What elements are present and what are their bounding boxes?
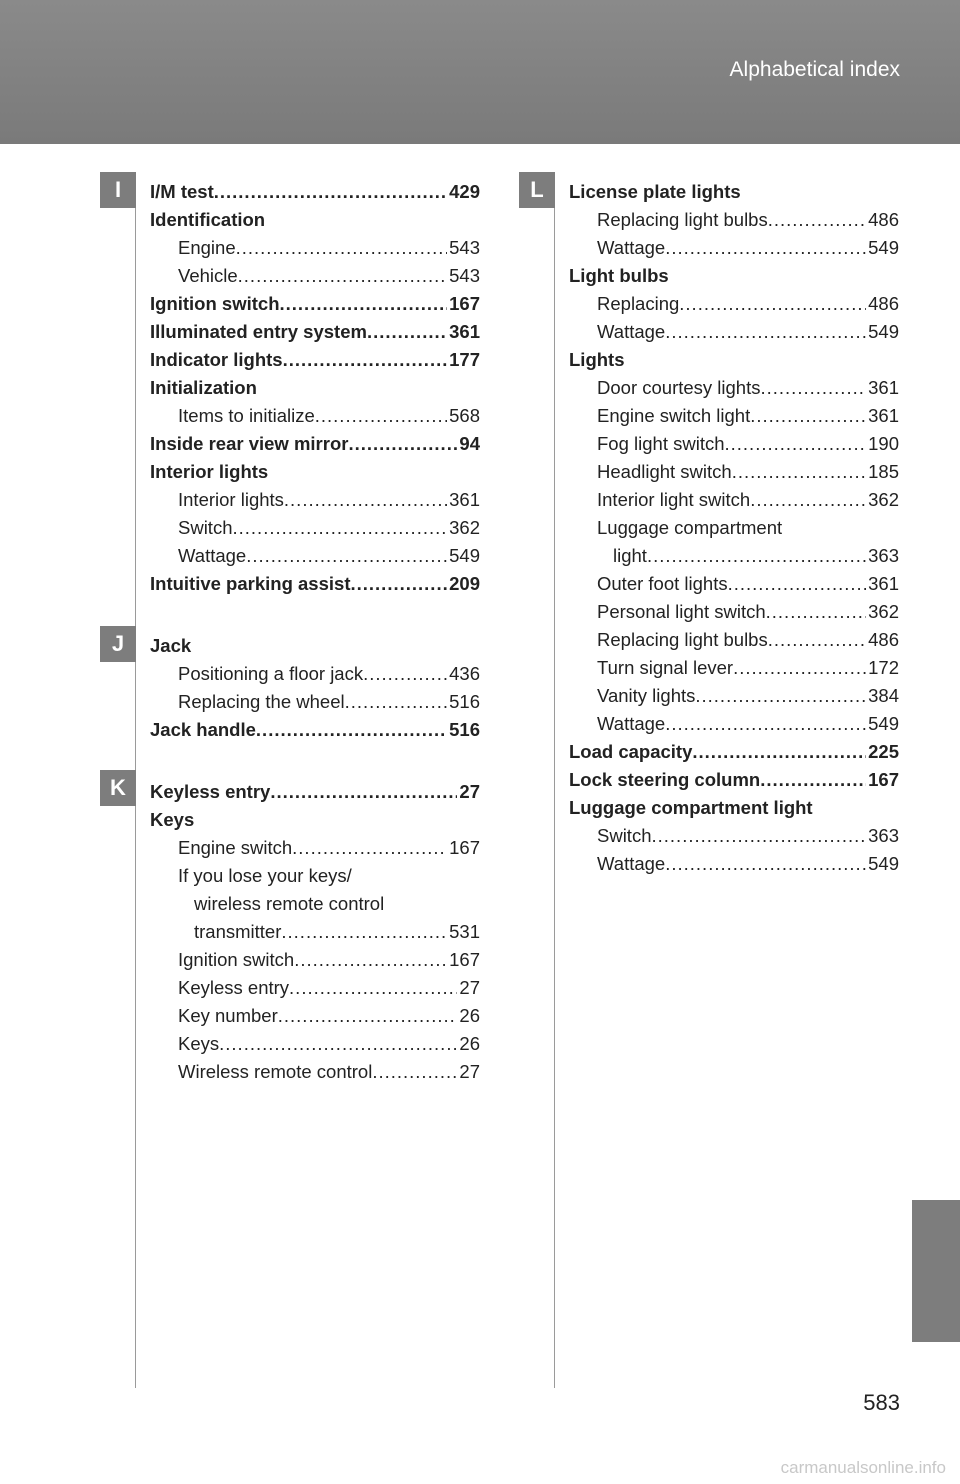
index-entry bbox=[569, 626, 899, 654]
leader-dots bbox=[367, 318, 447, 346]
index-entry bbox=[569, 206, 899, 234]
index-entry bbox=[569, 598, 899, 626]
entry-label: Engine switch light bbox=[597, 405, 751, 426]
leader-dots bbox=[750, 486, 866, 514]
entry-label: Engine switch bbox=[178, 837, 293, 858]
entry-label: Intuitive parking assist bbox=[150, 573, 351, 594]
entry-label: Items to initialize bbox=[178, 405, 315, 426]
entry-page-number: 361 bbox=[868, 377, 899, 398]
index-entry bbox=[569, 318, 899, 346]
leader-dots bbox=[294, 946, 447, 974]
entry-page-number: 27 bbox=[459, 781, 480, 802]
entry-page-number: 543 bbox=[449, 265, 480, 286]
entry-label: Replacing light bulbs bbox=[597, 209, 768, 230]
entry-page-number: 549 bbox=[868, 321, 899, 342]
entry-page-number: 486 bbox=[868, 209, 899, 230]
entry-label: Vanity lights bbox=[597, 685, 696, 706]
index-entry bbox=[569, 430, 899, 458]
index-entry bbox=[569, 514, 899, 542]
entry-page-number: 167 bbox=[449, 949, 480, 970]
entry-page-number: 177 bbox=[449, 349, 480, 370]
entry-label: Keys bbox=[178, 1033, 220, 1054]
entry-label: Load capacity bbox=[569, 741, 693, 762]
index-entry bbox=[150, 206, 480, 234]
leader-dots bbox=[219, 1030, 457, 1058]
entry-label: Positioning a floor jack bbox=[178, 663, 364, 684]
letter-tab-l: L bbox=[519, 172, 555, 208]
page-number: 583 bbox=[863, 1390, 900, 1415]
leader-dots bbox=[725, 430, 867, 458]
entry-page-number: 531 bbox=[449, 921, 480, 942]
index-entry bbox=[150, 918, 480, 946]
entry-page-number: 363 bbox=[868, 545, 899, 566]
entry-label: Light bulbs bbox=[569, 265, 669, 286]
index-entry bbox=[150, 1002, 480, 1030]
entry-label: Interior lights bbox=[178, 489, 284, 510]
index-entry bbox=[150, 806, 480, 834]
entry-page-number: 361 bbox=[868, 405, 899, 426]
index-entry bbox=[150, 570, 480, 598]
entry-label: Replacing the wheel bbox=[178, 691, 345, 712]
entry-label: Luggage compartment light bbox=[569, 797, 813, 818]
index-column-left bbox=[150, 178, 480, 1086]
index-entry bbox=[569, 766, 899, 794]
index-entry bbox=[150, 234, 480, 262]
entry-label: Ignition switch bbox=[150, 293, 280, 314]
leader-dots bbox=[345, 688, 448, 716]
leader-dots bbox=[256, 716, 447, 744]
index-entry bbox=[569, 654, 899, 682]
entry-page-number: 167 bbox=[449, 293, 480, 314]
entry-page-number: 486 bbox=[868, 629, 899, 650]
leader-dots bbox=[750, 402, 866, 430]
entry-page-number: 436 bbox=[449, 663, 480, 684]
index-entry bbox=[150, 778, 480, 806]
entry-label: Wattage bbox=[597, 237, 666, 258]
index-entry bbox=[569, 346, 899, 374]
index-entry bbox=[150, 262, 480, 290]
leader-dots bbox=[665, 318, 866, 346]
entry-label: light bbox=[613, 545, 647, 566]
index-entry bbox=[569, 374, 899, 402]
index-entry bbox=[150, 458, 480, 486]
entry-label: Key number bbox=[178, 1005, 278, 1026]
entry-label: Personal light switch bbox=[597, 601, 766, 622]
leader-dots bbox=[281, 918, 447, 946]
entry-page-number: 361 bbox=[449, 489, 480, 510]
entry-label: If you lose your keys/ bbox=[178, 865, 352, 886]
entry-page-number: 172 bbox=[868, 657, 899, 678]
leader-dots bbox=[679, 290, 866, 318]
leader-dots bbox=[236, 234, 448, 262]
leader-dots bbox=[665, 850, 866, 878]
index-entry bbox=[569, 458, 899, 486]
leader-dots bbox=[289, 974, 457, 1002]
leader-dots bbox=[238, 262, 447, 290]
leader-dots bbox=[665, 710, 866, 738]
entry-label: Keyless entry bbox=[150, 781, 271, 802]
entry-label: Jack handle bbox=[150, 719, 256, 740]
entry-page-number: 361 bbox=[868, 573, 899, 594]
leader-dots bbox=[732, 458, 866, 486]
entry-label: transmitter bbox=[194, 921, 282, 942]
entry-label: Wattage bbox=[597, 713, 666, 734]
leader-dots bbox=[665, 234, 866, 262]
entry-label: Headlight switch bbox=[597, 461, 732, 482]
entry-label: Interior lights bbox=[150, 461, 269, 482]
entry-page-number: 27 bbox=[459, 1061, 480, 1082]
entry-label: Indicator lights bbox=[150, 349, 283, 370]
index-entry bbox=[569, 570, 899, 598]
entry-page-number: 190 bbox=[868, 433, 899, 454]
entry-page-number: 363 bbox=[868, 825, 899, 846]
leader-dots bbox=[246, 542, 447, 570]
entry-label: Keyless entry bbox=[178, 977, 290, 998]
index-entry bbox=[569, 738, 899, 766]
index-entry bbox=[150, 974, 480, 1002]
index-entry bbox=[150, 346, 480, 374]
entry-page-number: 384 bbox=[868, 685, 899, 706]
index-entry bbox=[150, 1030, 480, 1058]
entry-page-number: 185 bbox=[868, 461, 899, 482]
index-entry bbox=[150, 834, 480, 862]
index-entry bbox=[150, 542, 480, 570]
entry-page-number: 26 bbox=[459, 1005, 480, 1026]
leader-dots bbox=[284, 486, 447, 514]
right-column-divider bbox=[554, 172, 555, 1388]
index-entry bbox=[569, 234, 899, 262]
entry-page-number: 362 bbox=[868, 601, 899, 622]
letter-tab-k: K bbox=[100, 770, 136, 806]
index-entry bbox=[569, 710, 899, 738]
entry-label: Wattage bbox=[597, 321, 666, 342]
leader-dots bbox=[733, 654, 866, 682]
entry-label: Turn signal lever bbox=[597, 657, 734, 678]
letter-tab-i: I bbox=[100, 172, 136, 208]
entry-page-number: 549 bbox=[449, 545, 480, 566]
index-entry bbox=[150, 402, 480, 430]
entry-page-number: 549 bbox=[868, 713, 899, 734]
leader-dots bbox=[350, 570, 447, 598]
entry-label: Switch bbox=[178, 517, 233, 538]
index-entry bbox=[150, 178, 480, 206]
header-title: Alphabetical index bbox=[729, 58, 900, 81]
entry-label: Replacing bbox=[597, 293, 680, 314]
letter-tab-j: J bbox=[100, 626, 136, 662]
index-entry bbox=[150, 716, 480, 744]
entry-label: Luggage compartment bbox=[597, 517, 783, 538]
leader-dots bbox=[348, 430, 457, 458]
watermark: carmanualsonline.info bbox=[780, 1458, 946, 1477]
entry-label: Fog light switch bbox=[597, 433, 725, 454]
leader-dots bbox=[233, 514, 448, 542]
entry-label: Keys bbox=[150, 809, 195, 830]
entry-page-number: 362 bbox=[868, 489, 899, 510]
entry-label: I/M test bbox=[150, 181, 214, 202]
index-entry bbox=[569, 290, 899, 318]
entry-label: Door courtesy lights bbox=[597, 377, 761, 398]
index-entry bbox=[150, 374, 480, 402]
entry-label: Initialization bbox=[150, 377, 257, 398]
section-edge-tab bbox=[912, 1200, 960, 1342]
entry-page-number: 361 bbox=[449, 321, 480, 342]
leader-dots bbox=[760, 374, 866, 402]
index-entry bbox=[569, 682, 899, 710]
entry-label: Wattage bbox=[178, 545, 247, 566]
index-entry bbox=[569, 262, 899, 290]
entry-label: Identification bbox=[150, 209, 266, 230]
leader-dots bbox=[280, 290, 448, 318]
index-entry bbox=[150, 688, 480, 716]
entry-label: Interior light switch bbox=[597, 489, 751, 510]
index-entry bbox=[569, 850, 899, 878]
index-entry bbox=[569, 822, 899, 850]
entry-label: Lock steering column bbox=[569, 769, 761, 790]
index-entry bbox=[150, 946, 480, 974]
index-entry bbox=[150, 1058, 480, 1086]
entry-page-number: 167 bbox=[868, 769, 899, 790]
entry-label: Vehicle bbox=[178, 265, 238, 286]
entry-page-number: 94 bbox=[459, 433, 480, 454]
entry-label: Inside rear view mirror bbox=[150, 433, 349, 454]
index-column-right bbox=[569, 178, 899, 878]
entry-page-number: 543 bbox=[449, 237, 480, 258]
entry-label: Illuminated entry system bbox=[150, 321, 367, 342]
entry-label: Wireless remote control bbox=[178, 1061, 373, 1082]
index-entry bbox=[150, 660, 480, 688]
leader-dots bbox=[315, 402, 447, 430]
entry-page-number: 225 bbox=[868, 741, 899, 762]
entry-label: Ignition switch bbox=[178, 949, 295, 970]
entry-label: Lights bbox=[569, 349, 625, 370]
index-entry bbox=[569, 178, 899, 206]
index-entry bbox=[569, 486, 899, 514]
leader-dots bbox=[278, 1002, 458, 1030]
leader-dots bbox=[647, 542, 866, 570]
entry-label: Jack bbox=[150, 635, 192, 656]
entry-label: Replacing light bulbs bbox=[597, 629, 768, 650]
leader-dots bbox=[768, 626, 866, 654]
entry-page-number: 209 bbox=[449, 573, 480, 594]
entry-page-number: 167 bbox=[449, 837, 480, 858]
entry-page-number: 26 bbox=[459, 1033, 480, 1054]
index-entry bbox=[569, 794, 899, 822]
index-entry bbox=[150, 632, 480, 660]
index-entry bbox=[150, 318, 480, 346]
entry-label: Switch bbox=[597, 825, 652, 846]
leader-dots bbox=[692, 738, 866, 766]
leader-dots bbox=[768, 206, 866, 234]
entry-label: Wattage bbox=[597, 853, 666, 874]
index-entry bbox=[150, 486, 480, 514]
entry-label: License plate lights bbox=[569, 181, 741, 202]
leader-dots bbox=[283, 346, 448, 374]
entry-page-number: 568 bbox=[449, 405, 480, 426]
index-entry bbox=[150, 290, 480, 318]
index-entry bbox=[150, 430, 480, 458]
index-entry bbox=[150, 514, 480, 542]
index-entry bbox=[569, 542, 899, 570]
index-entry bbox=[569, 402, 899, 430]
leader-dots bbox=[292, 834, 447, 862]
leader-dots bbox=[372, 1058, 457, 1086]
entry-page-number: 549 bbox=[868, 853, 899, 874]
leader-dots bbox=[363, 660, 447, 688]
index-entry bbox=[150, 862, 480, 890]
entry-page-number: 516 bbox=[449, 719, 480, 740]
leader-dots bbox=[695, 682, 866, 710]
section-gap bbox=[150, 598, 480, 632]
leader-dots bbox=[270, 778, 457, 806]
leader-dots bbox=[652, 822, 867, 850]
entry-page-number: 27 bbox=[459, 977, 480, 998]
entry-label: Outer foot lights bbox=[597, 573, 728, 594]
entry-page-number: 516 bbox=[449, 691, 480, 712]
leader-dots bbox=[728, 570, 867, 598]
leader-dots bbox=[760, 766, 866, 794]
index-entry bbox=[150, 890, 480, 918]
entry-page-number: 362 bbox=[449, 517, 480, 538]
entry-page-number: 486 bbox=[868, 293, 899, 314]
page-header bbox=[0, 0, 960, 144]
leader-dots bbox=[214, 178, 447, 206]
entry-label: wireless remote control bbox=[194, 893, 385, 914]
entry-page-number: 429 bbox=[449, 181, 480, 202]
entry-page-number: 549 bbox=[868, 237, 899, 258]
section-gap bbox=[150, 744, 480, 778]
entry-label: Engine bbox=[178, 237, 236, 258]
leader-dots bbox=[766, 598, 866, 626]
